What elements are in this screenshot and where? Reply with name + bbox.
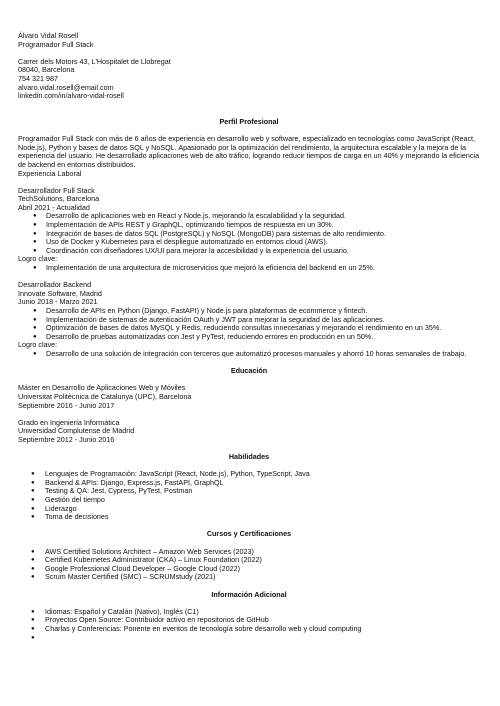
contact-header (18, 32, 480, 101)
list-item: ● Implementación de sistemas de autenticación OAuth y JWT para mejorar la seguridad de las aplicaciones. (18, 316, 480, 325)
job-title: Desarrollador Full Stack (18, 185, 95, 195)
job-bullets (18, 212, 480, 255)
list-item: ● Proyectos Open Source: Contribuidor activo en repositorios de GitHub (18, 616, 480, 625)
achievement-list (18, 350, 480, 359)
school: Universitat Politècnica de Catalunya (UPC), Barcelona (18, 391, 192, 401)
achievement-label: Logro clave: (18, 254, 58, 264)
list-item: ● Gestión del tiempo (18, 496, 480, 505)
full-name: Álvaro Vidal Rosell (18, 31, 79, 40)
linkedin: linkedin.com/in/alvaro-vidal-rosell (18, 91, 124, 101)
education-dates: Septiembre 2016 - Junio 2017 (18, 400, 115, 410)
certifications-section (18, 530, 480, 582)
list-item: ● Testing & QA: Jest, Cypress, PyTest, Postman (18, 487, 480, 496)
job-title: Desarrollador Backend (18, 280, 92, 290)
skills-list (18, 470, 480, 522)
degree: Máster en Desarrollo de Aplicaciones Web y Móviles (18, 383, 186, 393)
list-item: ● Lenguajes de Programación: JavaScript (React, Node.js), Python, TypeScript, Java (18, 470, 480, 479)
postal-code: 08040, Barcelona (18, 65, 75, 75)
job-entry (18, 281, 480, 358)
job-role: Programador Full Stack (18, 39, 94, 49)
education-title: Educación (230, 366, 268, 376)
list-item: ● Backend & APIs: Django, Express.js, FastAPI, GraphQL (18, 479, 480, 488)
list-item: ● Idiomas: Español y Catalán (Nativo), Inglés (C1) (18, 608, 480, 617)
additional-info-list (18, 608, 480, 634)
list-item: ● Liderazgo (18, 505, 480, 514)
job-dates: Abril 2021 - Actualidad (18, 202, 90, 212)
list-item: ● Integración de bases de datos SQL (PostgreSQL) y NoSQL (MongoDB) para sistemas de alto rendimiento. (18, 230, 480, 239)
list-item: ● Uso de Docker y Kubernetes para el despliegue automatizado en entornos cloud (AWS). (18, 238, 480, 247)
school: Universidad Complutense de Madrid (18, 426, 135, 436)
job-company: TechSolutions, Barcelona (18, 194, 100, 204)
skills-section (18, 453, 480, 522)
job-company: Innovate Software, Madrid (18, 288, 102, 298)
experience-label: Experiencia Laboral (18, 168, 82, 178)
profile-title: Perfil Profesional (219, 116, 279, 126)
list-item: ● Optimización de bases de datos MySQL y Redis, reduciendo consultas innecesarias y mejorando el rendimiento en un 35%. (18, 324, 480, 333)
list-item: ● Desarrollo de pruebas automatizadas con Jest y PyTest, reduciendo errores en producción en un 50%. (18, 333, 480, 342)
list-item: ● AWS Certified Solutions Architect – Amazon Web Services (2023) (18, 548, 480, 557)
certifications-title: Cursos y Certificaciones (206, 529, 292, 539)
education-dates: Septiembre 2012 - Junio 2016 (18, 434, 115, 444)
address: Carrer dels Motors 43, L'Hospitalet de Llobregat (18, 56, 171, 66)
list-item: ● Implementación de una arquitectura de microservicios que mejoró la eficiencia del backend en un 25%. (18, 264, 480, 273)
additional-info-title: Información Adicional (211, 589, 287, 599)
additional-info-section (18, 591, 480, 634)
skills-title: Habilidades (228, 452, 270, 462)
list-item: ● Certified Kubernetes Administrator (CKA) – Linux Foundation (2022) (18, 556, 480, 565)
list-item: ● Google Professional Cloud Developer – Google Cloud (2022) (18, 565, 480, 574)
profile-text: Programador Full Stack con más de 6 años de experiencia en desarrollo web y software, especializado en tecnologías como JavaScript (React, Node.js), Python y bases de datos SQL y NoSQL. Apasionado por la optimización del rendimiento, la arquitectura escalable y la mejora de la experiencia del usuario. He desarrollado aplicaciones web de alto tráfico, logrando reducir tiempos de carga en un 40% y mejorando la eficiencia de backend en entornos distribuidos. (18, 134, 480, 169)
phone: 754 321 987 (18, 73, 58, 83)
job-entry (18, 187, 480, 273)
education-section (18, 367, 480, 444)
job-bullets (18, 307, 480, 341)
certifications-list (18, 548, 480, 582)
profile-section (18, 118, 480, 178)
list-item: ● Charlas y Conferencias: Ponente en eventos de tecnología sobre desarrollo web y cloud computing (18, 625, 480, 634)
list-item: ● Desarrollo de APIs en Python (Django, FastAPI) y Node.js para plataformas de ecommerce y fintech. (18, 307, 480, 316)
resume-page (18, 32, 480, 634)
list-item: ● Desarrollo de una solución de integración con terceros que automatizó procesos manuales y ahorró 10 horas semanales de trabajo. (18, 350, 480, 359)
list-item: ● Scrum Master Certified (SMC) – SCRUMstudy (2021) (18, 573, 480, 582)
degree: Grado en Ingeniería Informática (18, 417, 120, 427)
list-item: ● Coordinación con diseñadores UX/UI para mejorar la accesibilidad y la experiencia del usuario. (18, 247, 480, 256)
email: alvaro.vidal.rosell@email.com (18, 82, 114, 92)
list-item: ● Implementación de APIs REST y GraphQL, optimizando tiempos de respuesta en un 30%. (18, 221, 480, 230)
job-dates: Junio 2018 - Marzo 2021 (18, 297, 98, 307)
list-item: ● Desarrollo de aplicaciones web en React y Node.js, mejorando la escalabilidad y la seguridad. (18, 212, 480, 221)
achievement-label: Logro clave: (18, 340, 58, 350)
achievement-list (18, 264, 480, 273)
list-item: ● Toma de decisiones (18, 513, 480, 522)
